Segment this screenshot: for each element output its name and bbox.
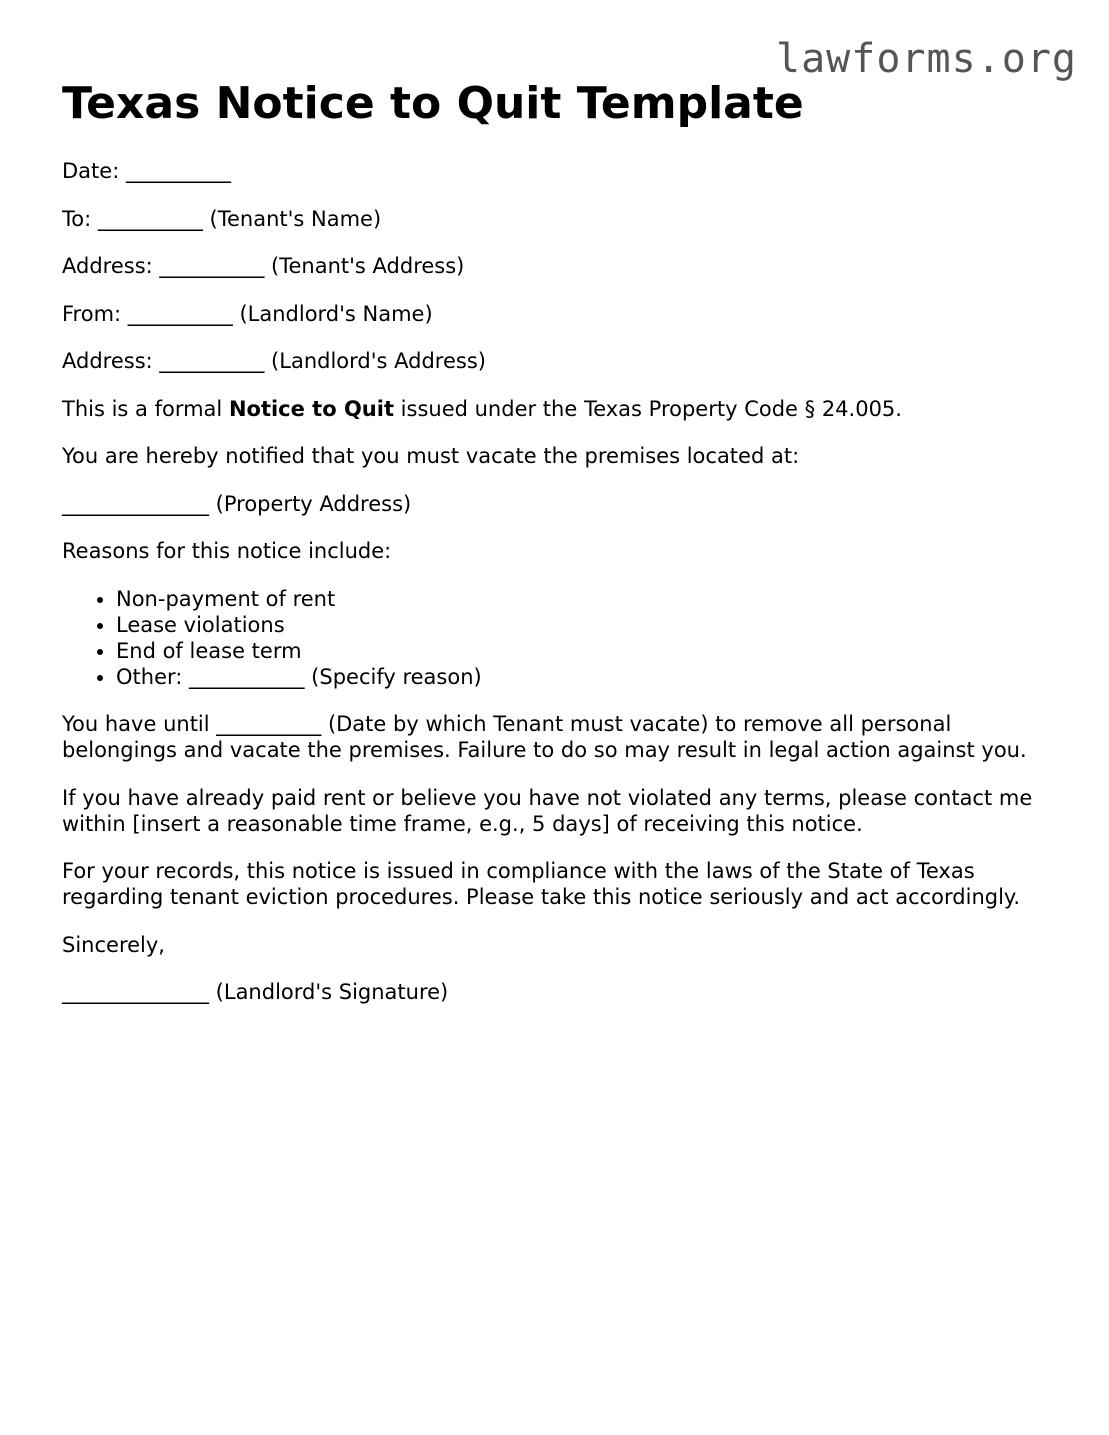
landlord-address-field: Address: __________ (Landlord's Address) [62,349,486,373]
reasons-heading: Reasons for this notice include: [62,539,392,563]
reason-item: • End of lease term [116,638,1062,664]
signature-line: ______________ (Landlord's Signature) [62,980,449,1004]
landlord-name-field: From: __________ (Landlord's Name) [62,301,433,326]
intro-bold-term: Notice to Quit [228,396,394,421]
property-address-field: ______________ (Property Address) [62,491,412,516]
deadline-paragraph: You have until __________ (Date by which Tenant must vacate) to remove all personal belongings and vacate the premises. Failure to do so may result in legal action against you. [62,712,1027,762]
reason-item: • Lease violations [116,612,1062,638]
reason-item: • Non-payment of rent [116,586,1062,612]
reason-item: • Other: ___________ (Specify reason) [116,664,1062,690]
reasons-list [62,586,1062,690]
intro-suffix: issued under the Texas Property Code § 24.005. [394,396,902,421]
closing: Sincerely, [62,932,165,957]
tenant-name-field: To: __________ (Tenant's Name) [62,206,382,231]
intro-paragraph [62,396,1062,422]
date-field: Date: __________ [62,159,231,183]
notice-body [62,158,1062,1027]
site-watermark: lawforms.org [776,36,1077,82]
tenant-address-field: Address: __________ (Tenant's Address) [62,254,465,278]
records-paragraph: For your records, this notice is issued in compliance with the laws of the State of Texas regarding tenant eviction procedures. Please take this notice seriously and act accordingly. [62,859,1021,909]
vacate-notice: You are hereby notified that you must vacate the premises located at: [62,444,800,468]
intro-prefix: This is a formal [62,396,229,421]
document-title: Texas Notice to Quit Template [62,78,804,129]
contact-paragraph: If you have already paid rent or believe you have not violated any terms, please contact me within [insert a reasonable time frame, e.g., 5 days] of receiving this notice. [62,785,1033,836]
